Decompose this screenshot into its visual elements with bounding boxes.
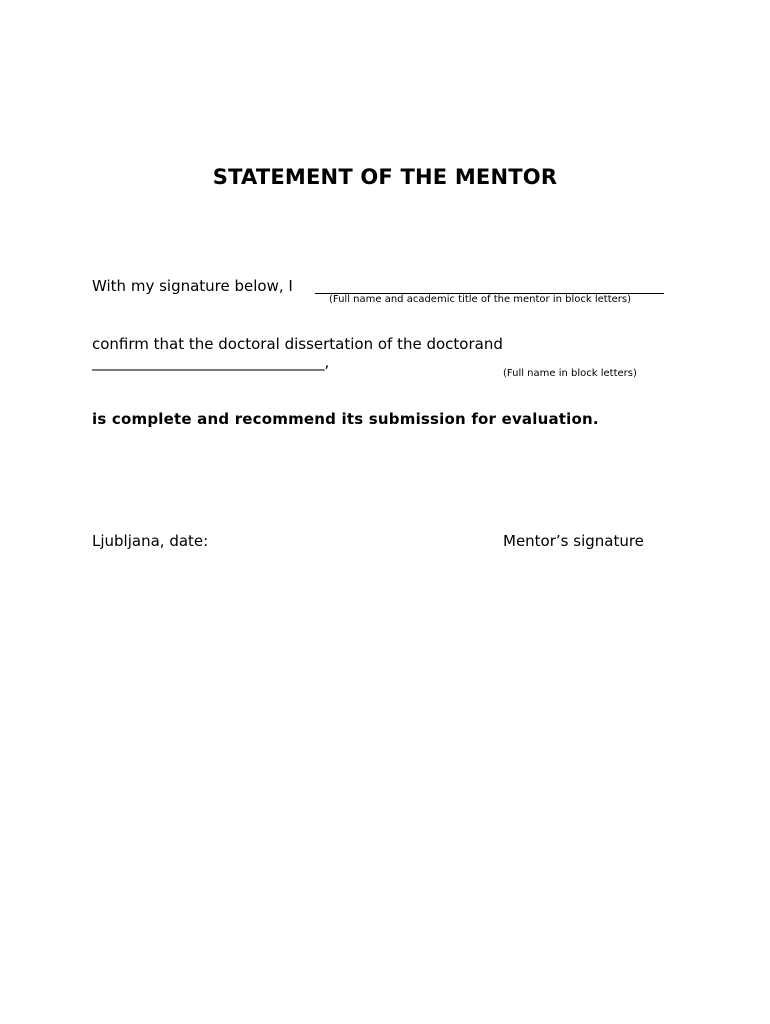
confirmation-text: confirm that the doctoral dissertation of the doctorand (92, 335, 503, 353)
doctorand-name-caption: (Full name in block letters) (503, 368, 637, 379)
mentor-name-caption: (Full name and academic title of the mentor in block letters) (328, 294, 631, 305)
place-date-label: Ljubljana, date: (92, 532, 209, 550)
signature-statement-text: With my signature below, I (92, 277, 293, 295)
doctorand-name-blank: _______________________________, (92, 353, 330, 371)
recommendation-text: is complete and recommend its submission for evaluation. (92, 410, 599, 428)
document-title: STATEMENT OF THE MENTOR (212, 165, 558, 189)
mentor-signature-label: Mentor’s signature (503, 532, 644, 550)
